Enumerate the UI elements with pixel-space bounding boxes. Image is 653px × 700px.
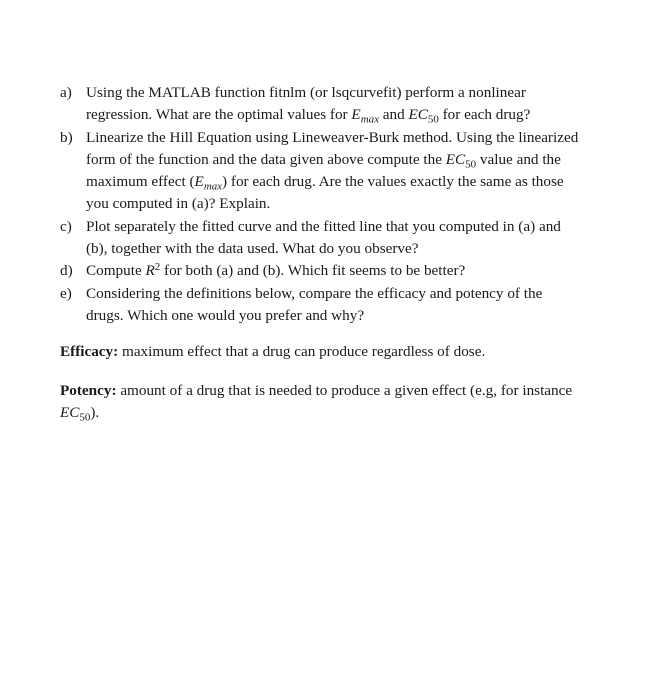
question-e-letter: e) bbox=[60, 284, 72, 302]
emax-symbol bbox=[194, 173, 223, 193]
question-b-letter: b) bbox=[60, 128, 73, 146]
emax-var: E bbox=[194, 173, 204, 191]
ec-subscript: 50 bbox=[427, 113, 439, 126]
ec50-symbol bbox=[60, 403, 91, 424]
r-superscript: 2 bbox=[154, 261, 161, 274]
potency-text-2: ). bbox=[90, 403, 100, 421]
question-a-text-1: Using the MATLAB function fitnlm (or lsqcurvefit) perform a nonlinear regression. What are the optimal values for bbox=[86, 84, 526, 124]
ec-subscript: 50 bbox=[465, 158, 477, 171]
r-var: R bbox=[145, 262, 155, 280]
question-a bbox=[60, 82, 580, 127]
ec50-symbol bbox=[445, 150, 477, 171]
potency-text-1: amount of a drug that is needed to produce a given effect (e.g, for instance bbox=[116, 381, 573, 399]
emax-var: E bbox=[351, 106, 361, 124]
potency-term: Potency: bbox=[60, 381, 117, 399]
question-d bbox=[60, 260, 580, 282]
r-squared-symbol bbox=[145, 262, 160, 279]
question-e-text: Considering the definitions below, compare the efficacy and potency of the drugs. Which one would you prefer and why? bbox=[86, 284, 543, 324]
question-b-text-3: ) for each drug. Are the values exactly the same as those you computed in (a)? Explain. bbox=[86, 173, 564, 213]
question-b-text-2: value and the maximum effect ( bbox=[86, 150, 561, 191]
ec-var: EC bbox=[408, 106, 428, 124]
potency-definition bbox=[60, 380, 580, 425]
question-d-letter: d) bbox=[60, 262, 73, 280]
question-b-text-1: Linearize the Hill Equation using Lineweaver-Burk method. Using the linearized form of the function and the data given above compute the bbox=[86, 128, 579, 168]
question-a-text-3: for each drug? bbox=[438, 106, 531, 124]
question-list bbox=[60, 82, 580, 327]
question-e bbox=[60, 283, 580, 328]
question-d-text-1: Compute bbox=[86, 262, 146, 280]
question-a-text-2: and bbox=[378, 106, 409, 124]
emax-subscript: max bbox=[360, 113, 379, 126]
efficacy-term: Efficacy: bbox=[60, 343, 119, 361]
question-a-letter: a) bbox=[60, 84, 72, 101]
ec-var: EC bbox=[60, 403, 80, 421]
ec50-symbol bbox=[408, 106, 439, 126]
question-b bbox=[60, 127, 580, 216]
efficacy-text: maximum effect that a drug can produce regardless of dose. bbox=[118, 343, 486, 361]
question-d-text-2: for both (a) and (b). Which fit seems to be better? bbox=[160, 262, 466, 280]
question-c-text: Plot separately the fitted curve and the fitted line that you computed in (a) and (b), together with the data used. What do you observe? bbox=[86, 217, 561, 258]
question-c-letter: c) bbox=[60, 217, 72, 235]
emax-subscript: max bbox=[203, 180, 223, 193]
ec-subscript: 50 bbox=[79, 411, 91, 424]
emax-symbol bbox=[351, 106, 379, 126]
document-body bbox=[60, 82, 580, 424]
ec-var: EC bbox=[445, 150, 466, 168]
efficacy-definition bbox=[60, 341, 580, 363]
question-c bbox=[60, 216, 580, 261]
